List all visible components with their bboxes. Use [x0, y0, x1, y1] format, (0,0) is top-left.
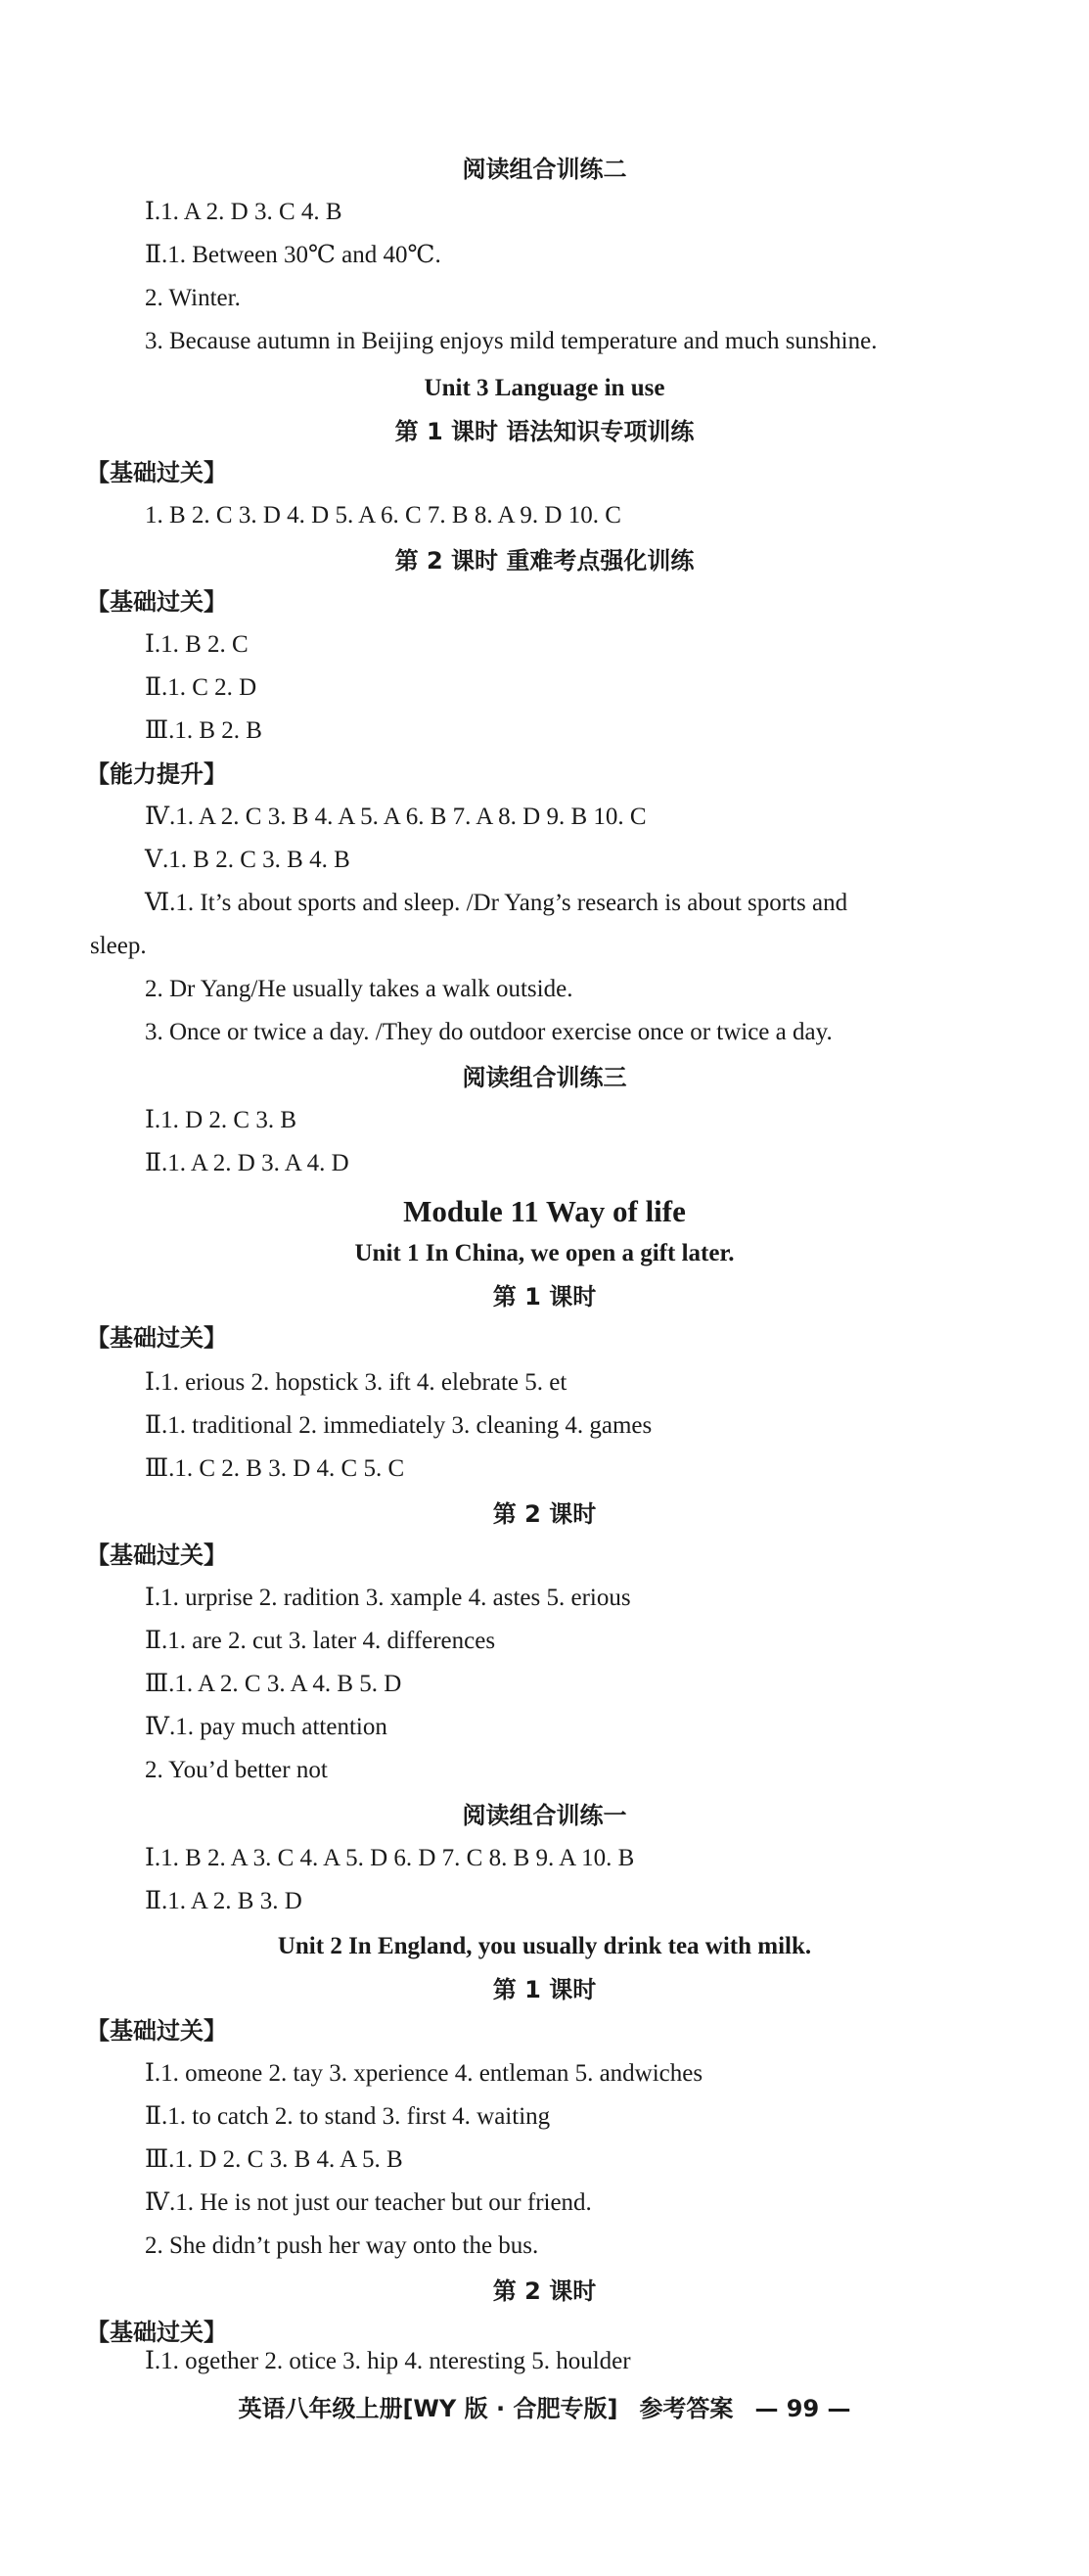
answer-line-continued: sleep.: [90, 933, 147, 959]
answer-line: 2. Dr Yang/He usually takes a walk outside.: [145, 976, 573, 1002]
answer-line: Ⅰ.1. erious 2. hopstick 3. ift 4. elebrate 5. et: [145, 1369, 567, 1396]
answer-line: Ⅲ.1. D 2. C 3. B 4. A 5. B: [145, 2146, 403, 2173]
lesson-heading: 第 2 课时: [492, 1500, 597, 1528]
answer-line: 2. You’d better not: [145, 1757, 328, 1783]
answer-line: Ⅰ.1. D 2. C 3. B: [145, 1107, 297, 1133]
answer-line: Ⅱ.1. traditional 2. immediately 3. cleaning 4. games: [145, 1412, 653, 1439]
answer-line: Ⅰ.1. B 2. C: [145, 631, 249, 658]
lesson-heading: 第 1 课时 语法知识专项训练: [394, 418, 695, 445]
category-label: 【基础过关】: [86, 1541, 227, 1569]
answer-line: Ⅲ.1. C 2. B 3. D 4. C 5. C: [145, 1455, 405, 1482]
page-footer: [0, 2392, 1089, 2425]
answer-line: Ⅰ.1. ogether 2. otice 3. hip 4. nteresting 5. houlder: [145, 2348, 631, 2374]
answer-line: Ⅲ.1. B 2. B: [145, 717, 262, 744]
footer-book-title: 英语八年级上册[WY 版 · 合肥专版]: [238, 2395, 618, 2422]
lesson-heading: 第 1 课时: [492, 1283, 597, 1311]
section-heading: 阅读组合训练二: [462, 156, 627, 183]
answer-line: 2. Winter.: [145, 285, 241, 311]
lesson-heading: 第 2 课时: [492, 2277, 597, 2305]
unit-heading: Unit 3 Language in use: [424, 375, 665, 401]
answer-line: Ⅳ.1. pay much attention: [145, 1714, 387, 1740]
answer-line: Ⅰ.1. A 2. D 3. C 4. B: [145, 199, 342, 225]
answer-line: 3. Because autumn in Beijing enjoys mild temperature and much sunshine.: [145, 328, 878, 354]
category-label: 【基础过关】: [86, 2017, 227, 2045]
answer-line: Ⅰ.1. urprise 2. radition 3. xample 4. astes 5. erious: [145, 1585, 631, 1611]
answer-line: Ⅰ.1. omeone 2. tay 3. xperience 4. entleman 5. andwiches: [145, 2060, 703, 2087]
category-label: 【能力提升】: [86, 760, 227, 788]
category-label: 【基础过关】: [86, 588, 227, 616]
section-heading: 阅读组合训练三: [462, 1064, 627, 1091]
category-label: 【基础过关】: [86, 2319, 227, 2346]
answer-line: Ⅱ.1. C 2. D: [145, 674, 257, 701]
answer-line: Ⅴ.1. B 2. C 3. B 4. B: [145, 847, 350, 873]
page-number: — 99 —: [754, 2395, 851, 2422]
answer-line: Ⅳ.1. A 2. C 3. B 4. A 5. A 6. B 7. A 8. D 9. B 10. C: [145, 804, 647, 830]
answer-line: 1. B 2. C 3. D 4. D 5. A 6. C 7. B 8. A 9. D 10. C: [145, 502, 621, 529]
answer-line: Ⅱ.1. A 2. D 3. A 4. D: [145, 1150, 349, 1176]
answer-line: Ⅱ.1. A 2. B 3. D: [145, 1888, 302, 1914]
answer-line: Ⅱ.1. to catch 2. to stand 3. first 4. waiting: [145, 2103, 551, 2130]
answer-line: Ⅵ.1. It’s about sports and sleep. /Dr Yang’s research is about sports and: [145, 890, 848, 916]
footer-section: 参考答案: [639, 2395, 734, 2422]
lesson-heading: 第 2 课时 重难考点强化训练: [394, 547, 695, 575]
category-label: 【基础过关】: [86, 1324, 227, 1352]
answer-line: Ⅲ.1. A 2. C 3. A 4. B 5. D: [145, 1671, 402, 1697]
answer-line: Ⅱ.1. Between 30℃ and 40℃.: [145, 242, 441, 268]
answer-line: Ⅱ.1. are 2. cut 3. later 4. differences: [145, 1628, 496, 1654]
unit-heading: Unit 2 In England, you usually drink tea with milk.: [277, 1933, 812, 1959]
unit-heading: Unit 1 In China, we open a gift later.: [354, 1240, 735, 1266]
answer-line: Ⅰ.1. B 2. A 3. C 4. A 5. D 6. D 7. C 8. B 9. A 10. B: [145, 1845, 635, 1871]
answer-line: Ⅳ.1. He is not just our teacher but our friend.: [145, 2189, 592, 2216]
section-heading: 阅读组合训练一: [462, 1802, 627, 1829]
module-heading: Module 11 Way of life: [403, 1194, 686, 1228]
answer-line: 3. Once or twice a day. /They do outdoor exercise once or twice a day.: [145, 1019, 833, 1045]
category-label: 【基础过关】: [86, 459, 227, 486]
lesson-heading: 第 1 课时: [492, 1976, 597, 2003]
answer-line: 2. She didn’t push her way onto the bus.: [145, 2232, 539, 2259]
